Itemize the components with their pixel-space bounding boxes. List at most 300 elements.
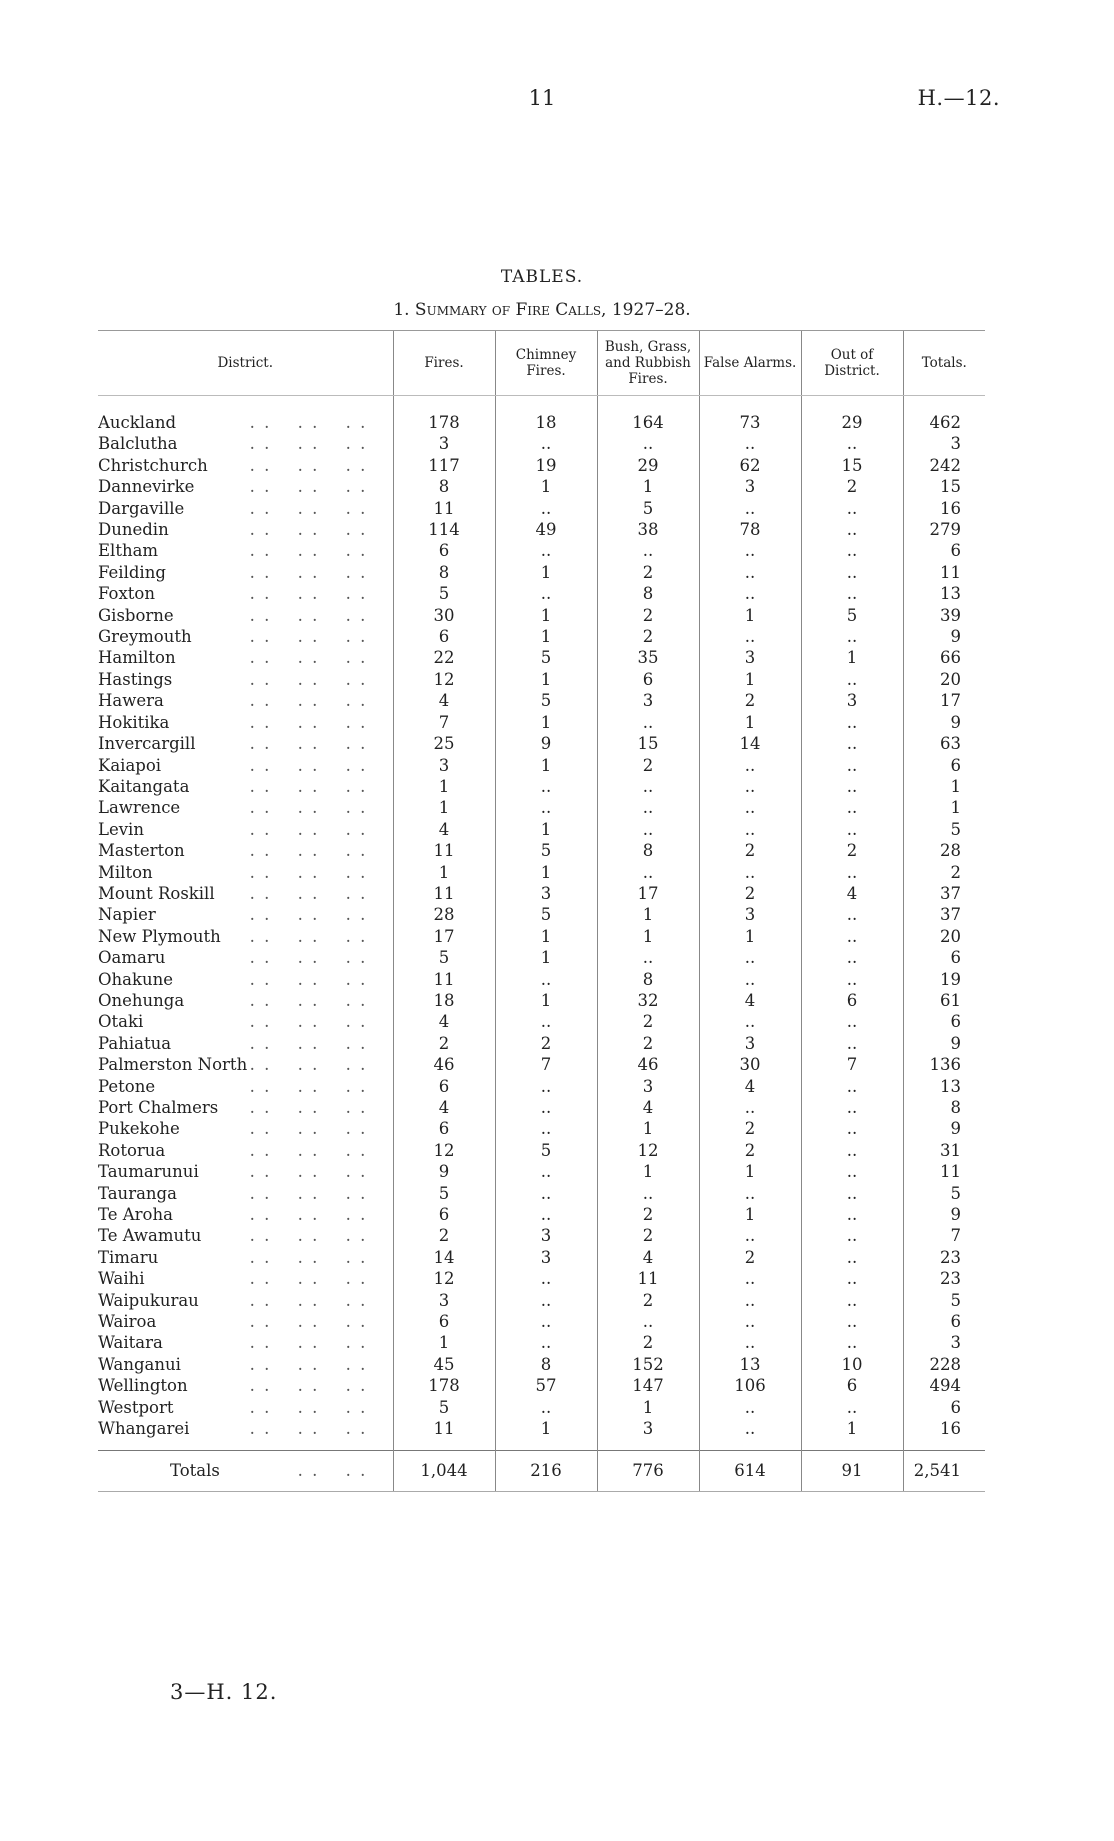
cell-false-alarms: 1 [699, 926, 801, 947]
cell-fires: 28 [393, 904, 495, 925]
table-row [98, 626, 985, 647]
district-name: Feilding [98, 562, 166, 582]
table-row [98, 1097, 985, 1118]
cell-total: 6 [903, 1311, 985, 1332]
cell-district [98, 947, 393, 968]
cell-fires: 30 [393, 605, 495, 626]
cell-fires: 5 [393, 1397, 495, 1418]
table-row [98, 1118, 985, 1139]
cell-chimney-fires: 5 [495, 1140, 597, 1161]
table-row [98, 498, 985, 519]
cell-out-of-district: .. [801, 733, 903, 754]
table-row [98, 412, 985, 433]
cell-out-of-district: .. [801, 819, 903, 840]
cell-district [98, 819, 393, 840]
leader-dots: . . . . . . [249, 819, 368, 839]
leader-dots: . . . . . . [249, 413, 368, 432]
table-row [98, 1354, 985, 1375]
cell-district [98, 1161, 393, 1182]
cell-false-alarms: .. [699, 969, 801, 990]
cell-out-of-district: .. [801, 498, 903, 519]
district-name: Hamilton [98, 648, 176, 668]
cell-false-alarms: .. [699, 947, 801, 968]
cell-false-alarms: .. [699, 1332, 801, 1353]
cell-false-alarms: 78 [699, 519, 801, 540]
cell-false-alarms: .. [699, 1268, 801, 1289]
cell-out-of-district: 1 [801, 647, 903, 668]
cell-chimney-fires: .. [495, 1097, 597, 1118]
cell-bush-fires: 152 [597, 1354, 699, 1375]
cell-fires: 12 [393, 1140, 495, 1161]
cell-district [98, 562, 393, 583]
cell-total: 16 [903, 1418, 985, 1439]
leader-dots: . . . . . . [249, 798, 368, 818]
cell-total: 242 [903, 455, 985, 476]
leader-dots: . . . . . . [249, 926, 368, 946]
district-name: Kaiapoi [98, 755, 162, 775]
district-name: Hastings [98, 669, 173, 689]
leader-dots: . . . . . . [249, 841, 368, 861]
column-header-district: District. [98, 331, 393, 396]
cell-out-of-district: .. [801, 947, 903, 968]
cell-district [98, 1011, 393, 1032]
table-row [98, 1140, 985, 1161]
table-row [98, 605, 985, 626]
table-row [98, 1011, 985, 1032]
district-name: Lawrence [98, 798, 181, 818]
table-row [98, 733, 985, 754]
cell-district [98, 1054, 393, 1075]
cell-false-alarms: .. [699, 1183, 801, 1204]
total-total: 2,541 [903, 1450, 985, 1491]
cell-district [98, 583, 393, 604]
table-row [98, 647, 985, 668]
cell-bush-fires: 2 [597, 562, 699, 583]
cell-district [98, 1354, 393, 1375]
cell-total: 228 [903, 1354, 985, 1375]
table-row [98, 1418, 985, 1439]
district-name: Waihi [98, 1269, 145, 1289]
leader-dots: . . . . . . [249, 1119, 368, 1139]
district-name: Dunedin [98, 520, 169, 540]
district-name: Wanganui [98, 1354, 181, 1374]
leader-dots: . . . . . . [249, 669, 368, 689]
cell-total: 31 [903, 1140, 985, 1161]
cell-fires: 22 [393, 647, 495, 668]
cell-fires: 11 [393, 969, 495, 990]
cell-total: 28 [903, 840, 985, 861]
cell-false-alarms: 3 [699, 647, 801, 668]
cell-total: 9 [903, 1118, 985, 1139]
cell-out-of-district: .. [801, 562, 903, 583]
total-out-of-district: 91 [801, 1450, 903, 1491]
cell-district [98, 883, 393, 904]
cell-out-of-district: .. [801, 583, 903, 604]
cell-false-alarms: 2 [699, 690, 801, 711]
district-name: Onehunga [98, 990, 185, 1010]
cell-bush-fires: 1 [597, 926, 699, 947]
cell-total: 8 [903, 1097, 985, 1118]
district-name: Masterton [98, 841, 185, 861]
table-row [98, 455, 985, 476]
leader-dots: . . . . . . [249, 1226, 368, 1246]
cell-fires: 14 [393, 1247, 495, 1268]
total-chimney-fires: 216 [495, 1450, 597, 1491]
cell-bush-fires: 2 [597, 1225, 699, 1246]
table-row [98, 540, 985, 561]
document-code: H.—12. [917, 86, 1000, 110]
leader-dots: . . . . . . [249, 1247, 368, 1267]
cell-bush-fires: 2 [597, 1011, 699, 1032]
cell-out-of-district: 7 [801, 1054, 903, 1075]
cell-bush-fires: 11 [597, 1268, 699, 1289]
cell-false-alarms: .. [699, 862, 801, 883]
cell-out-of-district: .. [801, 1183, 903, 1204]
cell-total: 6 [903, 540, 985, 561]
cell-total: 3 [903, 1332, 985, 1353]
leader-dots: . . . . . . [249, 1183, 368, 1203]
cell-district [98, 862, 393, 883]
cell-out-of-district: .. [801, 433, 903, 454]
cell-false-alarms: 3 [699, 476, 801, 497]
cell-total: 136 [903, 1054, 985, 1075]
table-row [98, 1311, 985, 1332]
cell-total: 19 [903, 969, 985, 990]
cell-false-alarms: .. [699, 797, 801, 818]
leader-dots: . . . . . . [249, 627, 368, 647]
cell-out-of-district: .. [801, 1311, 903, 1332]
leader-dots: . . . . . . [249, 648, 368, 668]
cell-chimney-fires: .. [495, 1161, 597, 1182]
cell-chimney-fires: 9 [495, 733, 597, 754]
cell-false-alarms: .. [699, 583, 801, 604]
cell-district [98, 1332, 393, 1353]
cell-false-alarms: .. [699, 626, 801, 647]
district-name: Invercargill [98, 734, 196, 754]
cell-total: 23 [903, 1247, 985, 1268]
table-row [98, 712, 985, 733]
leader-dots: . . . . . . [249, 1376, 368, 1396]
cell-false-alarms: .. [699, 755, 801, 776]
cell-out-of-district: 15 [801, 455, 903, 476]
cell-chimney-fires: .. [495, 1332, 597, 1353]
cell-fires: 1 [393, 776, 495, 797]
cell-false-alarms: .. [699, 1311, 801, 1332]
cell-bush-fires: 1 [597, 1118, 699, 1139]
cell-false-alarms: .. [699, 1097, 801, 1118]
table-row [98, 433, 985, 454]
cell-chimney-fires: 2 [495, 1033, 597, 1054]
leader-dots: . . . . . . [249, 734, 368, 754]
table-row [98, 1290, 985, 1311]
table-row [98, 1247, 985, 1268]
cell-false-alarms: 1 [699, 1204, 801, 1225]
cell-out-of-district: .. [801, 1097, 903, 1118]
cell-false-alarms: 2 [699, 1140, 801, 1161]
total-fires: 1,044 [393, 1450, 495, 1491]
cell-district [98, 797, 393, 818]
cell-fires: 1 [393, 862, 495, 883]
cell-out-of-district: .. [801, 797, 903, 818]
cell-chimney-fires: .. [495, 1118, 597, 1139]
cell-fires: 2 [393, 1033, 495, 1054]
district-name: Balclutha [98, 434, 178, 454]
cell-false-alarms: .. [699, 433, 801, 454]
cell-bush-fires: 8 [597, 840, 699, 861]
cell-district [98, 1140, 393, 1161]
district-name: Waipukurau [98, 1290, 199, 1310]
district-name: Palmerston North [98, 1055, 248, 1075]
cell-false-alarms: .. [699, 562, 801, 583]
district-name: Otaki [98, 1012, 144, 1032]
cell-chimney-fires: 7 [495, 1054, 597, 1075]
cell-fires: 6 [393, 1311, 495, 1332]
district-name: Dannevirke [98, 477, 195, 497]
district-name: Taumarunui [98, 1162, 199, 1182]
district-name: Greymouth [98, 627, 192, 647]
district-name: Levin [98, 819, 144, 839]
cell-out-of-district: .. [801, 1332, 903, 1353]
district-name: Dargaville [98, 498, 185, 518]
table-row [98, 583, 985, 604]
district-name: Port Chalmers [98, 1098, 219, 1117]
cell-district [98, 1097, 393, 1118]
cell-out-of-district: 10 [801, 1354, 903, 1375]
leader-dots: . . . . . . [249, 1333, 368, 1353]
cell-district [98, 1076, 393, 1097]
cell-out-of-district: 4 [801, 883, 903, 904]
cell-total: 61 [903, 990, 985, 1011]
cell-total: 462 [903, 412, 985, 433]
cell-chimney-fires: 1 [495, 476, 597, 497]
column-header-false-alarms: False Alarms. [699, 331, 801, 396]
cell-total: 16 [903, 498, 985, 519]
cell-bush-fires: 12 [597, 1140, 699, 1161]
leader-dots: . . . . . . [249, 1076, 368, 1096]
cell-false-alarms: 62 [699, 455, 801, 476]
district-name: Oamaru [98, 948, 166, 968]
district-name: Auckland [98, 413, 177, 432]
cell-district [98, 690, 393, 711]
cell-bush-fires: 17 [597, 883, 699, 904]
cell-out-of-district: .. [801, 540, 903, 561]
leader-dots: . . . . . . [249, 969, 368, 989]
cell-chimney-fires: 1 [495, 562, 597, 583]
district-name: Pahiatua [98, 1033, 172, 1053]
cell-bush-fires: 147 [597, 1375, 699, 1396]
cell-bush-fires: 1 [597, 1397, 699, 1418]
cell-bush-fires: 4 [597, 1097, 699, 1118]
district-name: Tauranga [98, 1183, 177, 1203]
leader-dots: . . . . . . [249, 1055, 368, 1075]
cell-total: 39 [903, 605, 985, 626]
cell-total: 6 [903, 947, 985, 968]
district-name: Westport [98, 1397, 174, 1417]
cell-chimney-fires: 1 [495, 1418, 597, 1439]
table-row [98, 904, 985, 925]
leader-dots: . . . . . . [249, 434, 368, 454]
cell-fires: 4 [393, 819, 495, 840]
cell-out-of-district: .. [801, 776, 903, 797]
cell-out-of-district: .. [801, 1247, 903, 1268]
cell-total: 1 [903, 776, 985, 797]
cell-out-of-district: .. [801, 1268, 903, 1289]
cell-chimney-fires: 5 [495, 690, 597, 711]
cell-false-alarms: 3 [699, 904, 801, 925]
cell-chimney-fires: 1 [495, 755, 597, 776]
leader-dots: . . . . . . [249, 990, 368, 1010]
district-name: New Plymouth [98, 926, 221, 946]
cell-chimney-fires: .. [495, 1311, 597, 1332]
leader-dots: . . . . . . [249, 776, 368, 796]
total-bush-fires: 776 [597, 1450, 699, 1491]
cell-district [98, 647, 393, 668]
cell-out-of-district: .. [801, 1140, 903, 1161]
cell-total: 6 [903, 1011, 985, 1032]
cell-bush-fires: 1 [597, 1161, 699, 1182]
cell-total: 9 [903, 712, 985, 733]
cell-chimney-fires: .. [495, 776, 597, 797]
cell-bush-fires: 5 [597, 498, 699, 519]
district-name: Eltham [98, 541, 159, 561]
cell-false-alarms: 106 [699, 1375, 801, 1396]
cell-district [98, 1183, 393, 1204]
cell-district [98, 1033, 393, 1054]
table-row [98, 1397, 985, 1418]
cell-fires: 2 [393, 1225, 495, 1246]
cell-out-of-district: .. [801, 755, 903, 776]
leader-dots: . . . . . . [249, 1033, 368, 1053]
cell-chimney-fires: 49 [495, 519, 597, 540]
cell-total: 15 [903, 476, 985, 497]
cell-chimney-fires: 8 [495, 1354, 597, 1375]
cell-out-of-district: .. [801, 1225, 903, 1246]
cell-total: 5 [903, 1290, 985, 1311]
cell-fires: 117 [393, 455, 495, 476]
cell-bush-fires: 29 [597, 455, 699, 476]
district-name: Petone [98, 1076, 156, 1096]
table-row [98, 755, 985, 776]
cell-chimney-fires: .. [495, 498, 597, 519]
cell-fires: 17 [393, 926, 495, 947]
cell-false-alarms: 1 [699, 1161, 801, 1182]
cell-out-of-district: .. [801, 1118, 903, 1139]
leader-dots: . . . . . . [249, 755, 368, 775]
fire-calls-table [98, 330, 985, 1492]
leader-dots: . . . . . . [249, 584, 368, 604]
cell-out-of-district: .. [801, 904, 903, 925]
district-name: Ohakune [98, 969, 174, 989]
column-header-fires: Fires. [393, 331, 495, 396]
cell-district [98, 476, 393, 497]
table-header-row [98, 331, 985, 396]
table-row [98, 1033, 985, 1054]
cell-out-of-district: 1 [801, 1418, 903, 1439]
tables-heading: TABLES. [500, 267, 584, 287]
cell-bush-fires: 2 [597, 755, 699, 776]
cell-district [98, 712, 393, 733]
cell-false-alarms: 1 [699, 605, 801, 626]
leader-dots: . . . . . . [249, 948, 368, 968]
leader-dots: . . . . . . [249, 455, 368, 475]
district-name: Waitara [98, 1333, 163, 1353]
table-row [98, 797, 985, 818]
district-name: Wairoa [98, 1312, 157, 1332]
cell-false-alarms: 4 [699, 990, 801, 1011]
cell-false-alarms: 1 [699, 669, 801, 690]
leader-dots: . . . . . . [249, 1098, 368, 1117]
cell-false-alarms: 3 [699, 1033, 801, 1054]
leader-dots: . . . . . . [249, 477, 368, 497]
table-row [98, 862, 985, 883]
spacer-row [98, 1440, 985, 1451]
cell-fires: 5 [393, 947, 495, 968]
cell-fires: 11 [393, 883, 495, 904]
cell-bush-fires: 8 [597, 583, 699, 604]
cell-fires: 6 [393, 1076, 495, 1097]
cell-district [98, 1375, 393, 1396]
table-row [98, 1225, 985, 1246]
cell-district [98, 519, 393, 540]
table-title: 1. Summary of Fire Calls, 1927–28. [393, 300, 691, 320]
cell-district [98, 1247, 393, 1268]
cell-false-alarms: 13 [699, 1354, 801, 1375]
cell-total: 7 [903, 1225, 985, 1246]
cell-false-alarms: .. [699, 1418, 801, 1439]
cell-district [98, 969, 393, 990]
cell-bush-fires: 2 [597, 1332, 699, 1353]
cell-total: 63 [903, 733, 985, 754]
footer-code: 3—H. 12. [170, 1680, 278, 1704]
cell-bush-fires: .. [597, 1183, 699, 1204]
cell-bush-fires: 2 [597, 1290, 699, 1311]
cell-district [98, 990, 393, 1011]
cell-fires: 178 [393, 412, 495, 433]
cell-bush-fires: 2 [597, 1033, 699, 1054]
cell-fires: 46 [393, 1054, 495, 1075]
cell-out-of-district: 2 [801, 840, 903, 861]
cell-bush-fires: 3 [597, 1418, 699, 1439]
cell-chimney-fires: 1 [495, 605, 597, 626]
cell-district [98, 1268, 393, 1289]
cell-out-of-district: .. [801, 926, 903, 947]
table-row [98, 840, 985, 861]
cell-bush-fires: 2 [597, 605, 699, 626]
totals-label-text: Totals [170, 1460, 220, 1480]
cell-out-of-district: 29 [801, 412, 903, 433]
cell-district [98, 498, 393, 519]
cell-bush-fires: .. [597, 776, 699, 797]
cell-chimney-fires: .. [495, 797, 597, 818]
leader-dots: . . . . . . [249, 1419, 368, 1439]
cell-bush-fires: .. [597, 433, 699, 454]
cell-chimney-fires: 5 [495, 904, 597, 925]
cell-out-of-district: .. [801, 1397, 903, 1418]
cell-bush-fires: 1 [597, 904, 699, 925]
cell-bush-fires: 38 [597, 519, 699, 540]
cell-out-of-district: .. [801, 669, 903, 690]
page-number: 11 [528, 86, 556, 110]
cell-total: 13 [903, 583, 985, 604]
cell-total: 5 [903, 1183, 985, 1204]
cell-district [98, 1418, 393, 1439]
cell-district [98, 605, 393, 626]
cell-false-alarms: 4 [699, 1076, 801, 1097]
cell-bush-fires: 32 [597, 990, 699, 1011]
cell-bush-fires: .. [597, 540, 699, 561]
leader-dots: . . . . [297, 1460, 368, 1480]
cell-false-alarms: 2 [699, 883, 801, 904]
